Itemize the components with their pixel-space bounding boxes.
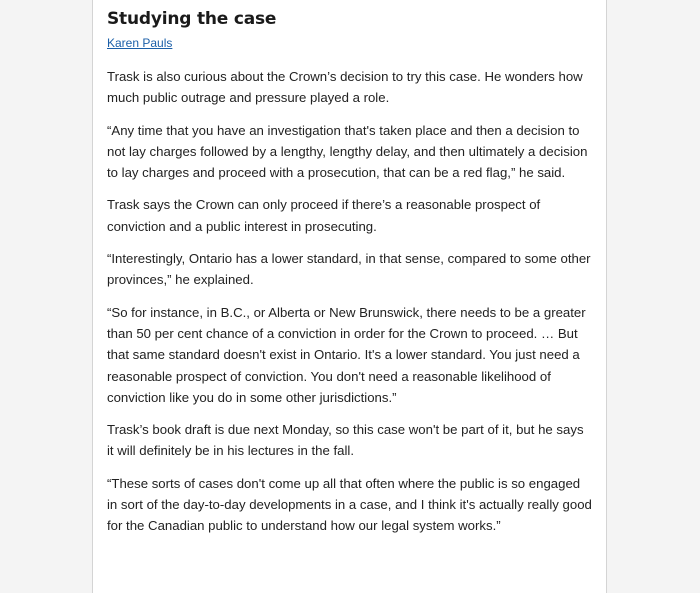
- article-paragraph: Trask is also curious about the Crown’s decision to try this case. He wonders how much public outrage and pressure played a role.: [107, 69, 583, 106]
- article-body: [107, 66, 592, 537]
- article-paragraph: “Interestingly, Ontario has a lower standard, in that sense, compared to some other provinces,” he explained.: [107, 251, 591, 288]
- author-byline-link[interactable]: Karen Pauls: [107, 36, 173, 50]
- article-paragraph: Trask says the Crown can only proceed if there’s a reasonable prospect of conviction and a public interest in prosecuting.: [107, 197, 541, 234]
- article-paragraph: “So for instance, in B.C., or Alberta or New Brunswick, there needs to be a greater than 50 per cent chance of a conviction in order for the Crown to proceed. … But that same standard doesn't exist in Ontario. It's a lower standard. You just need a reasonable prospect of conviction. You don't need a reasonable likelihood of conviction like you do in some other jurisdictions.”: [107, 304, 586, 405]
- article-card: [92, 0, 607, 593]
- article-paragraph: “These sorts of cases don't come up all that often where the public is so engaged in sort of the day-to-day developments in a case, and I think it's actually really good for the Canadian public to understand how our legal system works.”: [107, 475, 592, 534]
- article-paragraph: “Any time that you have an investigation that's taken place and then a decision to not lay charges followed by a lengthy, lengthy delay, and then ultimately a decision to lay charges and proceed with a prosecution, that can be a red flag,” he said.: [107, 122, 588, 181]
- section-heading: Studying the case: [107, 9, 277, 29]
- article-paragraph: Trask’s book draft is due next Monday, so this case won't be part of it, but he says it will definitely be in his lectures in the fall.: [107, 422, 584, 459]
